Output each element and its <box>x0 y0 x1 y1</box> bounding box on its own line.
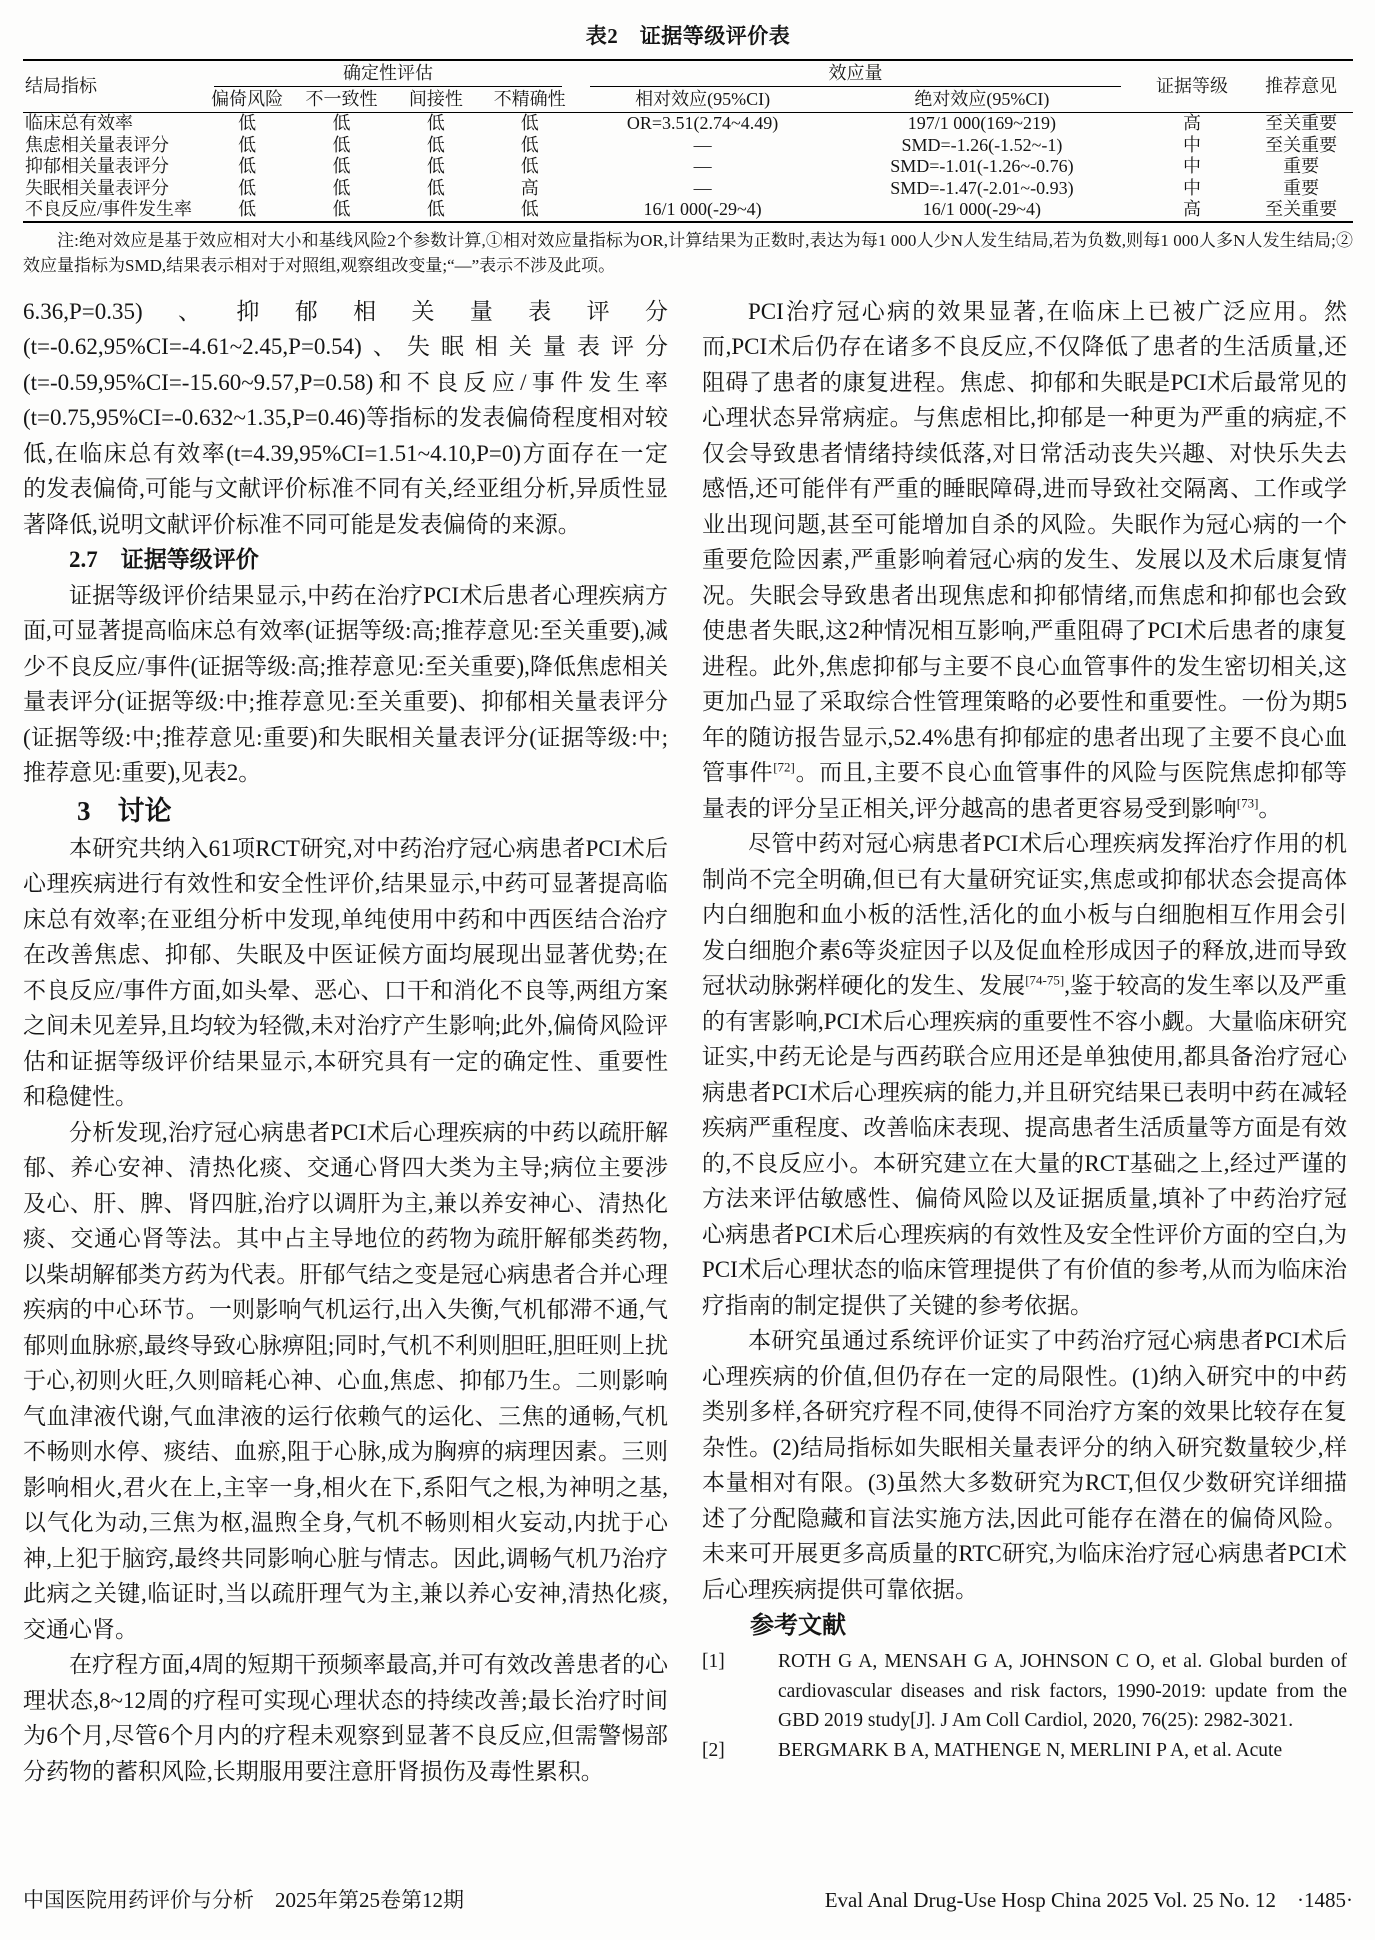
cell-bias: 低 <box>238 156 257 176</box>
cell-absolute: 197/1 000(169~219) <box>907 113 1056 133</box>
cell-absolute: SMD=-1.26(-1.52~-1) <box>901 134 1063 155</box>
cell-outcome: 不良反应/事件发生率 <box>25 199 193 219</box>
col-header-recommendation: 推荐意见 <box>1249 60 1353 113</box>
col-header-relative-effect: 相对效应(95%CI) <box>576 87 829 113</box>
col-group-certainty: 确定性评估 <box>200 60 576 87</box>
cell-indirectness: 低 <box>426 199 445 219</box>
cell-evidence: 中 <box>1183 177 1202 198</box>
footer-journal-name-en: Eval Anal Drug-Use Hosp China 2025 Vol. 25 No. 12 ·1485· <box>824 1888 1353 1912</box>
col-header-imprecision: 不精确性 <box>483 87 576 113</box>
table-header-row-1 <box>23 60 1353 87</box>
paragraph-discussion-1: 本研究共纳入61项RCT研究,对中药治疗冠心病患者PCI术后心理疾病进行有效性和安全性评价,结果显示,中药可显著提高临床总有效率;在亚组分析中发现,单纯使用中药和中西医结合治疗在改善焦虑、抑郁、失眠及中医证候方面均展现出显著优势;在不良反应/事件方面,如头晕、恶心、口干和消化不良等,两组方案之间未见差异,且均较为轻微,未对治疗产生影响;此外,偏倚风险评估和证据等级评价结果显示,本研究具有一定的确定性、重要性和稳健性。 <box>23 835 668 1109</box>
cell-recommendation: 至关重要 <box>1265 199 1338 219</box>
cell-bias: 低 <box>238 199 257 219</box>
cell-inconsistency: 低 <box>332 134 351 155</box>
cell-indirectness: 低 <box>426 177 445 198</box>
col-group-effect: 效应量 <box>576 60 1135 87</box>
table-row <box>23 113 1353 135</box>
reference-text: ROTH G A, MENSAH G A, JOHNSON C O, et al. Global burden of cardiovascular diseases and risk factors, 1990-2019: update from the GBD 2019 study[J]. J Am Coll Cardiol, 2020, 76(25): 2982-3021. <box>778 1651 1347 1731</box>
col-header-indirectness: 间接性 <box>389 87 483 113</box>
section-heading-discussion: 3 讨论 <box>77 795 172 826</box>
cell-bias: 低 <box>238 113 257 133</box>
body-left-column <box>23 294 668 1790</box>
page-footer <box>23 1887 1353 1913</box>
cell-recommendation: 重要 <box>1283 156 1320 176</box>
cell-relative: — <box>693 134 712 155</box>
reference-item <box>702 1647 1347 1736</box>
cell-absolute: SMD=-1.01(-1.26~-0.76) <box>890 156 1074 176</box>
cell-evidence: 高 <box>1183 199 1202 219</box>
table-row <box>23 156 1353 178</box>
references-heading: 参考文献 <box>750 1613 846 1639</box>
cell-imprecision: 高 <box>520 177 539 198</box>
table-row <box>23 178 1353 200</box>
body-right-column <box>702 294 1347 1790</box>
cell-outcome: 临床总有效率 <box>25 113 133 133</box>
cell-evidence: 中 <box>1183 156 1202 176</box>
reference-item <box>702 1736 1347 1766</box>
section-heading-2-7: 2.7 证据等级评价 <box>69 547 259 572</box>
col-header-absolute-effect: 绝对效应(95%CI) <box>829 87 1135 113</box>
table-row <box>23 199 1353 222</box>
cell-imprecision: 低 <box>520 156 539 176</box>
cell-recommendation: 至关重要 <box>1265 134 1338 155</box>
paragraph-publication-bias: 6.36,P=0.35)、抑郁相关量表评分(t=-0.62,95%CI=-4.61~2.45,P=0.54)、失眠相关量表评分(t=-0.59,95%CI=-15.60~9.57,P=0.58)和不良反应/事件发生率(t=0.75,95%CI=-0.632~1.35,P=0.46)等指标的发表偏倚程度相对较低,在临床总有效率(t=4.39,95%CI=1.51~4.10,P=0)方面存在一定的发表偏倚,可能与文献评价标准不同有关,经亚组分析,异质性显著降低,说明文献评价标准不同可能是发表偏倚的来源。 <box>23 298 668 537</box>
cell-imprecision: 低 <box>520 134 539 155</box>
paragraph-discussion-2: 分析发现,治疗冠心病患者PCI术后心理疾病的中药以疏肝解郁、养心安神、清热化痰、交通心肾四大类为主导;病位主要涉及心、肝、脾、肾四脏,治疗以调肝为主,兼以养安神心、清热化痰、交通心肾等法。其中占主导地位的药物为疏肝解郁类药物,以柴胡解郁类方药为代表。肝郁气结之变是冠心病患者合并心理疾病的中心环节。一则影响气机运行,出入失衡,气机郁滞不通,气郁则血脉瘀,最终导致心脉痹阻;同时,气机不利则胆旺,胆旺则上扰于心,初则火旺,久则暗耗心神、心血,焦虑、抑郁乃生。二则影响气血津液代谢,气血津液的运行依赖气的运化、三焦的通畅,气机不畅则水停、痰结、血瘀,阻于心脉,成为胸痹的病理因素。三则影响相火,君火在上,主宰一身,相火在下,系阳气之根,为神明之基,以气化为动,三焦为枢,温煦全身,气机不畅则相火妄动,内扰于心神,上犯于脑窍,最终共同影响心脏与情志。因此,调畅气机乃治疗此病之关键,临证时,当以疏肝理气为主,兼以养心安神,清热化痰,交通心肾。 <box>23 1119 668 1642</box>
cell-indirectness: 低 <box>426 113 445 133</box>
reference-number: [1] <box>702 1651 725 1672</box>
evidence-table <box>23 59 1353 223</box>
cell-imprecision: 低 <box>520 113 539 133</box>
col-header-bias: 偏倚风险 <box>200 87 294 113</box>
table-row <box>23 135 1353 157</box>
cell-imprecision: 低 <box>520 199 539 219</box>
paragraph-evidence-grading: 证据等级评价结果显示,中药在治疗PCI术后患者心理疾病方面,可显著提高临床总有效率(证据等级:高;推荐意见:至关重要),减少不良反应/事件(证据等级:高;推荐意见:至关重要),降低焦虑相关量表评分(证据等级:中;推荐意见:至关重要)、抑郁相关量表评分(证据等级:中;推荐意见:重要)和失眠相关量表评分(证据等级:中;推荐意见:重要),见表2。 <box>23 582 668 785</box>
cell-relative: OR=3.51(2.74~4.49) <box>626 113 779 133</box>
reference-number: [2] <box>702 1739 725 1761</box>
cell-outcome: 失眠相关量表评分 <box>25 177 169 198</box>
cell-evidence: 高 <box>1183 113 1202 133</box>
cell-recommendation: 至关重要 <box>1265 113 1338 133</box>
cell-evidence: 中 <box>1183 134 1202 155</box>
cell-absolute: SMD=-1.47(-2.01~-0.93) <box>890 177 1074 198</box>
table-note: 注:绝对效应是基于效应相对大小和基线风险2个参数计算,①相对效应量指标为OR,计算结果为正数时,表达为每1 000人少N人发生结局,若为负数,则每1 000人多N人发生结局;②效应量指标为SMD,结果表示相对于对照组,观察组改变量;“—”表示不涉及此项。 <box>23 230 1353 275</box>
paragraph-discussion-3: 在疗程方面,4周的短期干预频率最高,并可有效改善患者的心理状态,8~12周的疗程可实现心理状态的持续改善;最长治疗时间为6个月,尽管6个月内的疗程未观察到显著不良反应,但需警惕部分药物的蓄积风险,长期服用要注意肝肾损伤及毒性累积。 <box>23 1652 668 1784</box>
cell-relative: 16/1 000(-29~4) <box>643 199 762 219</box>
paragraph-limitations: 本研究虽通过系统评价证实了中药治疗冠心病患者PCI术后心理疾病的价值,但仍存在一定的局限性。(1)纳入研究中的中药类别多样,各研究疗程不同,使得不同治疗方案的效果比较存在复杂性。(2)结局指标如失眠相关量表评分的纳入研究数量较少,样本量相对有限。(3)虽然大多数研究为RCT,但仅少数研究详细描述了分配隐藏和盲法实施方法,因此可能存在潜在的偏倚风险。未来可开展更多高质量的RTC研究,为临床治疗冠心病患者PCI术后心理疾病提供可靠依据。 <box>702 1328 1347 1602</box>
reference-text: BERGMARK B A, MATHENGE N, MERLINI P A, et al. Acute <box>778 1739 1283 1761</box>
cell-inconsistency: 低 <box>332 199 351 219</box>
cell-absolute: 16/1 000(-29~4) <box>922 199 1041 219</box>
cell-bias: 低 <box>238 134 257 155</box>
col-header-evidence: 证据等级 <box>1135 60 1249 113</box>
cell-recommendation: 重要 <box>1283 177 1320 198</box>
cell-outcome: 焦虑相关量表评分 <box>25 134 169 155</box>
col-header-inconsistency: 不一致性 <box>294 87 388 113</box>
cell-relative: — <box>693 156 712 176</box>
cell-inconsistency: 低 <box>332 113 351 133</box>
table-title: 表2 证据等级评价表 <box>585 24 791 48</box>
references-list <box>702 1647 1347 1765</box>
cell-indirectness: 低 <box>426 156 445 176</box>
cell-inconsistency: 低 <box>332 177 351 198</box>
paragraph-pci-background: PCI治疗冠心病的效果显著,在临床上已被广泛应用。然而,PCI术后仍存在诸多不良反应,不仅降低了患者的生活质量,还阻碍了患者的康复进程。焦虑、抑郁和失眠是PCI术后最常见的心理状态异常病症。与焦虑相比,抑郁是一种更为严重的病症,不仅会导致患者情绪持续低落,对日常活动丧失兴趣、对快乐失去感悟,还可能伴有严重的睡眠障碍,进而导致社交隔离、工作或学业出现问题,甚至可能增加自杀的风险。失眠作为冠心病的一个重要危险因素,严重影响着冠心病的发生、发展以及术后康复情况。失眠会导致患者出现焦虑和抑郁情绪,而焦虑和抑郁也会致使患者失眠,这2种情况相互影响,严重阻碍了PCI术后患者的康复进程。此外,焦虑抑郁与主要不良心血管事件的发生密切相关,这更加凸显了采取综合性管理策略的必要性和重要性。一份为期5年的随访报告显示,52.4%患有抑郁症的患者出现了主要不良心血管事件[72]。而且,主要不良心血管事件的风险与医院焦虑抑郁等量表的评分呈正相关,评分越高的患者更容易受到影响[73]。 <box>702 298 1348 821</box>
cell-outcome: 抑郁相关量表评分 <box>25 156 169 176</box>
body-columns <box>23 294 1353 1790</box>
col-header-outcome: 结局指标 <box>23 60 200 113</box>
cell-bias: 低 <box>238 177 257 198</box>
cell-indirectness: 低 <box>426 134 445 155</box>
footer-journal-name-cn: 中国医院用药评价与分析 2025年第25卷第12期 <box>23 1888 464 1912</box>
paragraph-mechanism: 尽管中药对冠心病患者PCI术后心理疾病发挥治疗作用的机制尚不完全明确,但已有大量研究证实,焦虑或抑郁状态会提高体内白细胞和血小板的活性,活化的血小板与白细胞相互作用会引发白细胞介素6等炎症因子以及促血栓形成因子的释放,进而导致冠状动脉粥样硬化的发生、发展[74-75],鉴于较高的发生率以及严重的有害影响,PCI术后心理疾病的重要性不容小觑。大量临床研究证实,中药无论是与西药联合应用还是单独使用,都具备治疗冠心病患者PCI术后心理疾病的能力,并且研究结果已表明中药在减轻疾病严重程度、改善临床表现、提高患者生活质量等方面是有效的,不良反应小。本研究建立在大量的RCT基础之上,经过严谨的方法来评估敏感性、偏倚风险以及证据质量,填补了中药治疗冠心病患者PCI术后心理疾病的有效性及安全性评价方面的空白,为PCI术后心理状态的临床管理提供了有价值的参考,从而为临床治疗指南的制定提供了关键的参考依据。 <box>702 831 1348 1318</box>
cell-relative: — <box>693 177 712 198</box>
cell-inconsistency: 低 <box>332 156 351 176</box>
